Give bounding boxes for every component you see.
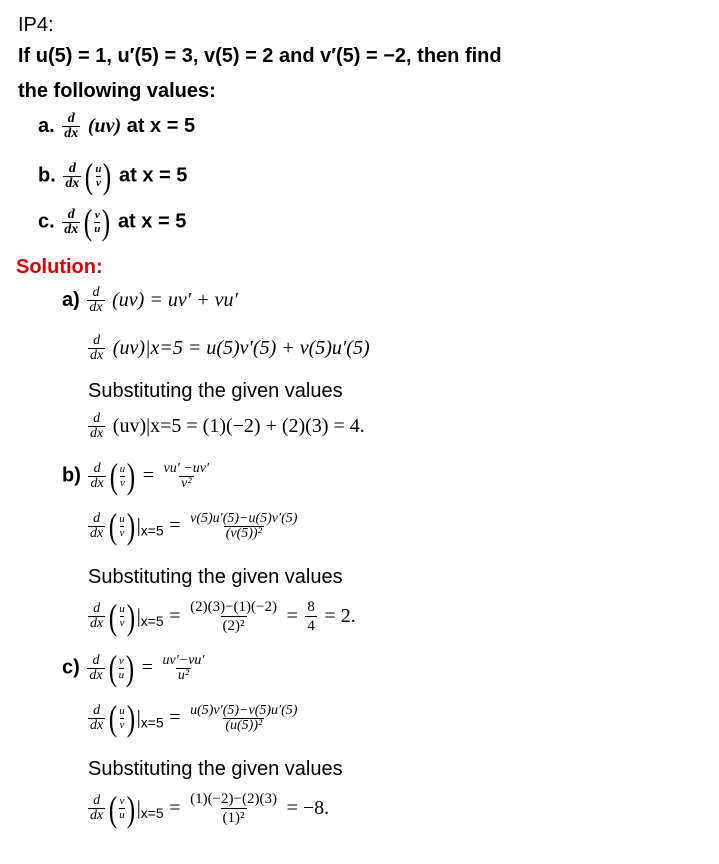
problem-a-expr: (uv) bbox=[87, 114, 122, 137]
problem-b-at: at x = 5 bbox=[119, 164, 188, 187]
solution-a-rule: a) $\frac{d}{dx}$ (uv) = uv′ + vu′ bbox=[62, 285, 238, 315]
solution-b-rule: b) $\frac{d}{dx}$ ( $\frac{u}{v}$ ) = $\frac{vu' -uv'}{\text{v²}}$ bbox=[62, 456, 210, 496]
derivative-operator: $\frac{d}{dx}$ bbox=[64, 111, 79, 141]
solution-a-eval: $\frac{d}{dx}$ (uv)|x=5 = u(5)v′(5) + v(5)u′(5) bbox=[90, 333, 370, 363]
given-continue: the following values: bbox=[18, 80, 216, 102]
derivative-operator: $\frac{d}{dx}$ bbox=[65, 160, 80, 191]
solution-b-subst: Substituting the given values bbox=[88, 566, 343, 588]
solution-a-subst: Substituting the given values bbox=[88, 380, 343, 402]
v-over-u: $\frac{v}{u}$ bbox=[94, 208, 101, 235]
problem-c-at: at x = 5 bbox=[117, 210, 187, 233]
problem-a bbox=[38, 112, 195, 141]
solution-c-result: $\frac{d}{dx}$ ( $\frac{v}{u}$ )$|_{x=5}$ = $\frac{(1)(-2)-(2)(3)}{\text{(1)²}}$ = −8. bbox=[90, 788, 330, 829]
u-over-v: $\frac{u}{v}$ bbox=[95, 162, 102, 189]
derivative-operator: $\frac{d}{dx}$ bbox=[64, 206, 79, 237]
problem-b: b. $\frac{d}{dx}$ ( $\frac{u}{v}$ ) at x = 5 bbox=[38, 156, 188, 196]
problem-b-marker: b. bbox=[38, 164, 56, 187]
problem-label: IP4: bbox=[18, 14, 54, 36]
solution-a-result: $\frac{d}{dx}$ (uv)|x=5 = (1)(−2) + (2)(3) = 4. bbox=[90, 411, 365, 441]
problem-a-marker: a. bbox=[38, 114, 55, 137]
solution-b-result: $\frac{d}{dx}$ ( $\frac{u}{v}$ )$|_{x=5}$ = $\frac{(2)(3)-(1)(-2)}{\text{(2)²}}$ = $\frac{8}{4}$ = 2. bbox=[90, 596, 356, 637]
problem-c: c. $\frac{d}{dx}$ ( $\frac{v}{u}$ ) at x = 5 bbox=[38, 202, 187, 242]
solution-c-eval: $\frac{d}{dx}$ ( $\frac{u}{v}$ )$|_{x=5}$ = $\frac{u(5)v'(5)-v(5)u'(5)}{\text{(u(5))²}}$ bbox=[90, 698, 298, 738]
solution-c-subst: Substituting the given values bbox=[88, 758, 343, 780]
solution-c-rule: c) $\frac{d}{dx}$ ( $\frac{v}{u}$ ) = $\frac{uv'-vu'}{\text{u²}}$ bbox=[62, 648, 205, 688]
solution-b-eval: $\frac{d}{dx}$ ( $\frac{u}{v}$ )$|_{x=5}$ = $\frac{v(5)u'(5)-u(5)v'(5)}{\text{(v(5))²}}$ bbox=[90, 506, 298, 546]
given-statement: If u(5) = 1, u′(5) = 3, v(5) = 2 and v′(5) = −2, then find bbox=[18, 45, 502, 67]
problem-c-marker: c. bbox=[38, 210, 55, 233]
problem-a-at: at x = 5 bbox=[126, 114, 196, 137]
solution-heading: Solution: bbox=[16, 256, 103, 278]
